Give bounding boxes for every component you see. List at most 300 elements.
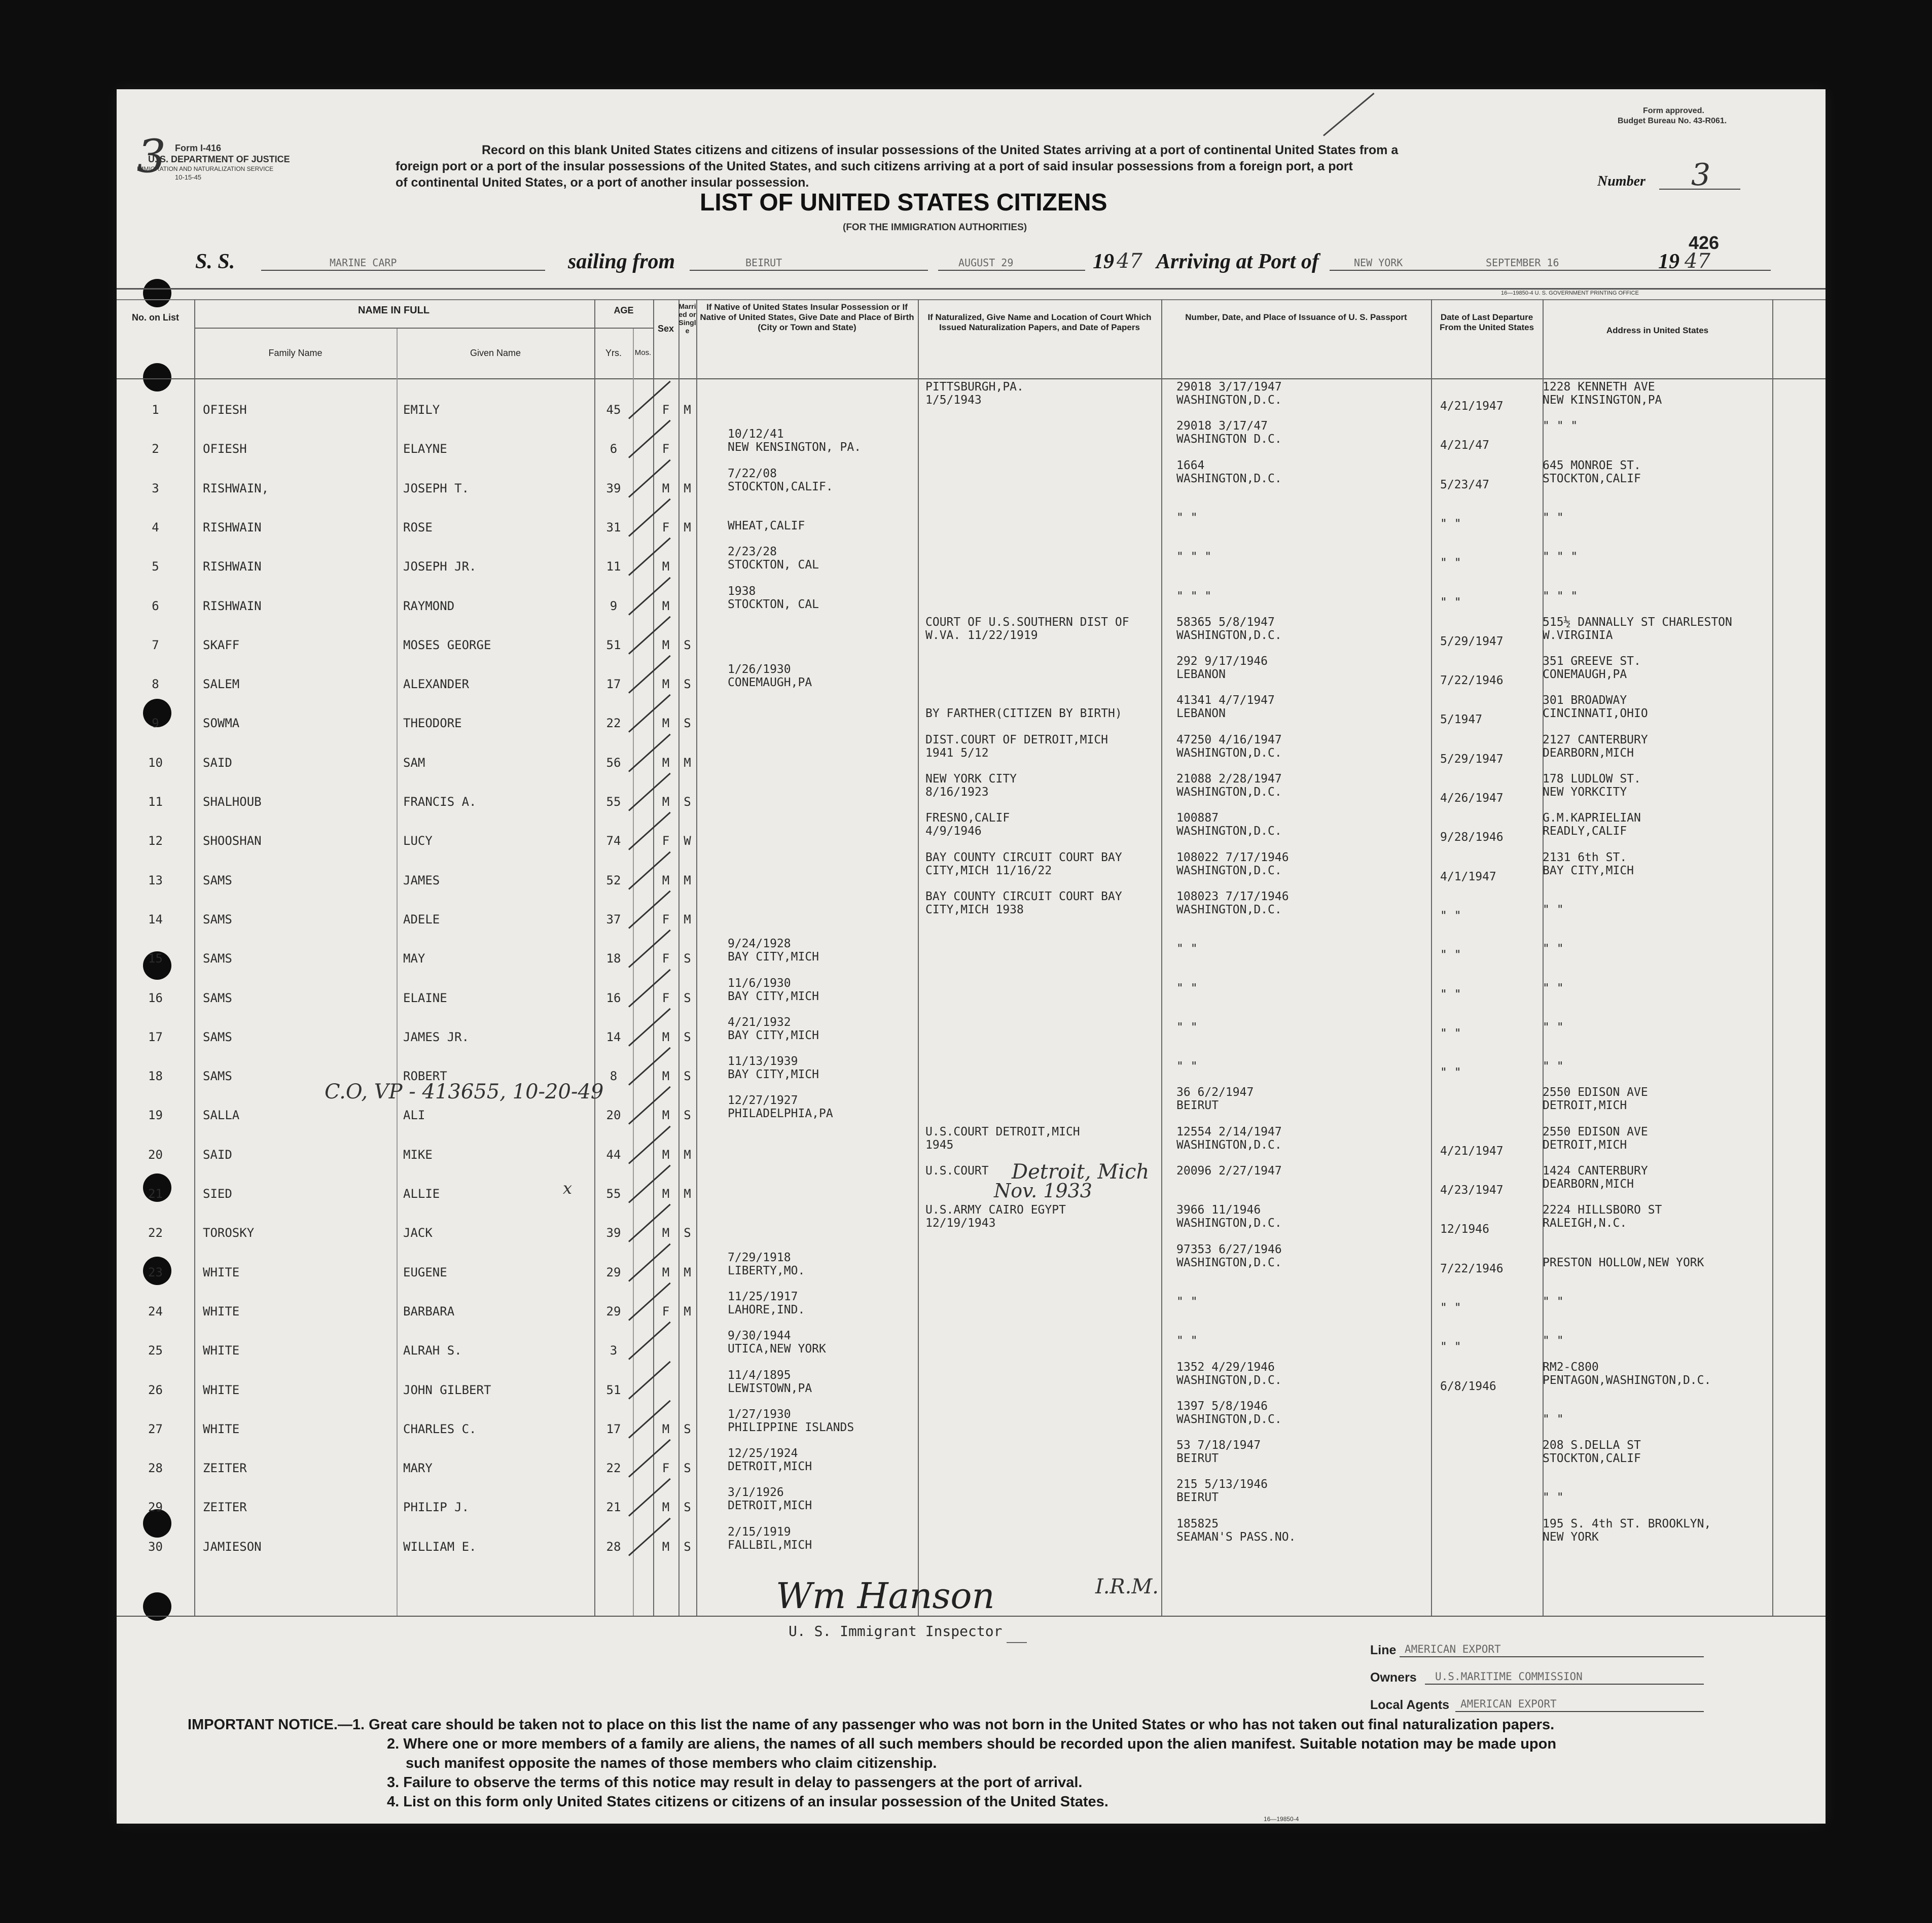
cell-given: ELAYNE bbox=[403, 442, 447, 456]
cell-family: SAMS bbox=[203, 951, 232, 966]
cell-birth2: LEWISTOWN,PA bbox=[728, 1382, 812, 1395]
cell-pp2: WASHINGTON,D.C. bbox=[1176, 786, 1282, 799]
cell-addr1: 178 LUDLOW ST. bbox=[1543, 772, 1641, 786]
cell-given: WILLIAM E. bbox=[403, 1540, 477, 1554]
cell-dep: " " bbox=[1440, 596, 1461, 609]
cell-family: ZEITER bbox=[203, 1461, 247, 1475]
cell-dep: " " bbox=[1440, 1340, 1461, 1354]
col-header-married: Married or Single bbox=[678, 302, 696, 335]
inspector-signature: Wm Hanson bbox=[776, 1575, 995, 1617]
cell-sex: F bbox=[662, 912, 670, 927]
form-title: LIST OF UNITED STATES CITIZENS bbox=[700, 189, 1107, 216]
col-header-family: Family Name bbox=[268, 348, 323, 358]
cell-given: CHARLES C. bbox=[403, 1422, 477, 1436]
cell-no: 16 bbox=[148, 991, 163, 1005]
cell-sex: M bbox=[662, 1226, 670, 1240]
cell-ms: S bbox=[684, 677, 691, 691]
cell-nat2: 1/5/1943 bbox=[925, 394, 982, 407]
cell-pp1: 41341 4/7/1947 bbox=[1176, 694, 1275, 707]
cell-no: 7 bbox=[152, 638, 159, 652]
cell-no: 18 bbox=[148, 1069, 163, 1083]
cell-dep: 6/8/1946 bbox=[1440, 1380, 1496, 1393]
pen-stroke bbox=[1323, 93, 1375, 136]
cell-ms: S bbox=[684, 1108, 691, 1122]
cell-dep: " " bbox=[1440, 1066, 1461, 1079]
cell-pp1: 1664 bbox=[1176, 459, 1205, 472]
cell-no: 10 bbox=[148, 756, 163, 770]
cell-ms: S bbox=[684, 1500, 691, 1514]
cell-dep: 5/23/47 bbox=[1440, 478, 1489, 491]
cell-sex: F bbox=[662, 951, 670, 966]
cell-ms: S bbox=[684, 795, 691, 809]
owners-label: Owners bbox=[1370, 1670, 1417, 1685]
cell-age: 44 bbox=[606, 1148, 621, 1162]
cell-addr2: NEW KINSINGTON,PA bbox=[1543, 394, 1662, 407]
cell-sex: M bbox=[662, 873, 670, 887]
margin-number: 3 bbox=[137, 130, 166, 183]
cell-no: 22 bbox=[148, 1226, 163, 1240]
cell-pp1: 29018 3/17/47 bbox=[1176, 419, 1268, 433]
cell-family: SIED bbox=[203, 1187, 232, 1201]
header-bottom-rule bbox=[117, 378, 1826, 379]
cell-pp2: WASHINGTON,D.C. bbox=[1176, 1256, 1282, 1269]
cell-dep: 9/28/1946 bbox=[1440, 831, 1504, 844]
cell-pp2: BEIRUT bbox=[1176, 1491, 1219, 1504]
cell-birth1: 9/30/1944 bbox=[728, 1329, 791, 1342]
cell-given: JACK bbox=[403, 1226, 433, 1240]
cell-addr2: STOCKTON,CALIF bbox=[1543, 1452, 1641, 1465]
cell-given: MIKE bbox=[403, 1148, 433, 1162]
cell-dep: " " bbox=[1440, 909, 1461, 922]
cell-ms: M bbox=[684, 1148, 691, 1162]
cell-pp2: " " " bbox=[1176, 590, 1212, 603]
cell-birth1: 2/23/28 bbox=[728, 545, 777, 558]
cell-pp2: " " bbox=[1176, 982, 1198, 995]
cell-addr1: 2131 6th ST. bbox=[1543, 851, 1627, 864]
cell-birth1: 10/12/41 bbox=[728, 428, 784, 441]
cell-birth1: 7/22/08 bbox=[728, 467, 777, 480]
agents-underline bbox=[1455, 1711, 1704, 1712]
row21-x-mark: x bbox=[563, 1179, 573, 1198]
cell-sex: M bbox=[662, 599, 670, 613]
cell-nat1: COURT OF U.S.SOUTHERN DIST OF bbox=[925, 616, 1129, 629]
cell-age: 37 bbox=[606, 912, 621, 927]
cell-birth2: CONEMAUGH,PA bbox=[728, 676, 812, 689]
cell-birth2: LAHORE,IND. bbox=[728, 1303, 805, 1316]
punch-hole bbox=[143, 279, 171, 307]
cell-pp2: " " bbox=[1176, 1334, 1198, 1347]
cell-addr1: G.M.KAPRIELIAN bbox=[1543, 811, 1641, 825]
cell-nat2: CITY,MICH 1938 bbox=[925, 903, 1024, 916]
cell-sex: M bbox=[662, 795, 670, 809]
intro-line: of continental United States, or a port of another insular possession. bbox=[396, 175, 809, 190]
cell-pp1: 47250 4/16/1947 bbox=[1176, 733, 1282, 746]
cell-family: OFIESH bbox=[203, 442, 247, 456]
cell-ms: M bbox=[684, 912, 691, 927]
cell-family: WHITE bbox=[203, 1383, 240, 1397]
cell-given: MOSES GEORGE bbox=[403, 638, 491, 652]
cell-addr2: PENTAGON,WASHINGTON,D.C. bbox=[1543, 1374, 1711, 1387]
cell-given: ALLIE bbox=[403, 1187, 440, 1201]
cell-addr2: " " bbox=[1543, 1295, 1564, 1308]
printing-code: 16—19850-4 U. S. GOVERNMENT PRINTING OFFICE bbox=[1501, 290, 1639, 296]
inspector-rank: I.R.M. bbox=[1095, 1575, 1159, 1598]
cell-age: 31 bbox=[606, 520, 621, 535]
cell-birth1: 11/6/1930 bbox=[728, 977, 791, 990]
notice-2a: 2. Where one or more members of a family are aliens, the names of all such members should be recorded upon the alien manifest. Suitable notation may be made upon bbox=[387, 1736, 1557, 1752]
cell-birth1: 9/24/1928 bbox=[728, 937, 791, 950]
notice-2b: such manifest opposite the names of those members who claim citizenship. bbox=[406, 1755, 937, 1771]
cell-age: 9 bbox=[610, 599, 618, 613]
intro-line: foreign port or a port of the insular possessions of the United States, and such citizens arriving at a port of said insular possessions from a foreign port, a port bbox=[396, 159, 1353, 173]
col-header-no: No. on List bbox=[132, 312, 179, 323]
cell-age: 22 bbox=[606, 1461, 621, 1475]
cell-family: SHOOSHAN bbox=[203, 834, 262, 848]
table-top-rule bbox=[117, 288, 1826, 290]
cell-given: SAM bbox=[403, 756, 425, 770]
cell-family: SALLA bbox=[203, 1108, 240, 1122]
cell-sex: M bbox=[662, 1148, 670, 1162]
table-second-rule bbox=[117, 299, 1826, 300]
cell-pp2: WASHINGTON,D.C. bbox=[1176, 903, 1282, 916]
cell-given: ROBERT bbox=[403, 1069, 447, 1083]
cell-pp1: 36 6/2/1947 bbox=[1176, 1086, 1254, 1099]
cell-age: 6 bbox=[610, 442, 618, 456]
cell-pp1: 12554 2/14/1947 bbox=[1176, 1125, 1282, 1138]
cell-addr2: " " " bbox=[1543, 590, 1578, 603]
cell-no: 3 bbox=[152, 481, 159, 495]
cell-dep: 4/21/1947 bbox=[1440, 400, 1504, 413]
from-port: BEIRUT bbox=[745, 257, 782, 269]
cell-nat2: 8/16/1923 bbox=[925, 786, 989, 799]
cell-pp2: " " bbox=[1176, 1295, 1198, 1308]
cell-family: OFIESH bbox=[203, 403, 247, 417]
cell-sex: M bbox=[662, 1500, 670, 1514]
cell-birth1: 4/21/1932 bbox=[728, 1016, 791, 1029]
cell-age: 28 bbox=[606, 1540, 621, 1554]
cell-nat2: CITY,MICH 11/16/22 bbox=[925, 864, 1052, 877]
cell-ms: S bbox=[684, 1226, 691, 1240]
cell-sex: M bbox=[662, 1187, 670, 1201]
cell-dep: 4/26/1947 bbox=[1440, 792, 1504, 805]
notice-4: 4. List on this form only United States citizens or citizens of an insular possession of the United States. bbox=[387, 1794, 1108, 1810]
cell-addr1: 645 MONROE ST. bbox=[1543, 459, 1641, 472]
cell-addr2: NEW YORKCITY bbox=[1543, 786, 1627, 799]
cell-family: SKAFF bbox=[203, 638, 240, 652]
cell-pp2: WASHINGTON,D.C. bbox=[1176, 1217, 1282, 1230]
cell-ms: S bbox=[684, 716, 691, 730]
cell-age: 20 bbox=[606, 1108, 621, 1122]
cell-ms: S bbox=[684, 1540, 691, 1554]
cell-ms: S bbox=[684, 951, 691, 966]
cell-addr1: " " " bbox=[1543, 419, 1578, 433]
cell-birth1: 11/4/1895 bbox=[728, 1369, 791, 1382]
cell-no: 9 bbox=[152, 716, 159, 730]
arriving-label: Arriving at Port of bbox=[1156, 250, 1319, 273]
cell-age: 11 bbox=[606, 559, 621, 574]
arrival-year-prefix: 19 bbox=[1658, 250, 1679, 273]
col-header-departure: Date of Last Departure From the United States bbox=[1439, 312, 1534, 332]
cell-age: 52 bbox=[606, 873, 621, 887]
cell-no: 1 bbox=[152, 403, 159, 417]
cell-age: 74 bbox=[606, 834, 621, 848]
cell-no: 6 bbox=[152, 599, 159, 613]
cell-age: 45 bbox=[606, 403, 621, 417]
cell-no: 29 bbox=[148, 1500, 163, 1514]
cell-dep: 7/22/1946 bbox=[1440, 1262, 1504, 1275]
cell-age: 39 bbox=[606, 1226, 621, 1240]
notice-3: 3. Failure to observe the terms of this notice may result in delay to passengers at the port of arrival. bbox=[387, 1774, 1083, 1791]
cell-addr1: 301 BROADWAY bbox=[1543, 694, 1627, 707]
cell-pp2: WASHINGTON,D.C. bbox=[1176, 1413, 1282, 1426]
cell-given: ROSE bbox=[403, 520, 433, 535]
cell-birth2: BAY CITY,MICH bbox=[728, 990, 819, 1003]
cell-no: 21 bbox=[148, 1187, 163, 1201]
cell-dep: 5/29/1947 bbox=[1440, 753, 1504, 766]
cell-no: 28 bbox=[148, 1461, 163, 1475]
cell-ms: M bbox=[684, 403, 691, 417]
cell-age: 21 bbox=[606, 1500, 621, 1514]
cell-sex: F bbox=[662, 991, 670, 1005]
cell-no: 15 bbox=[148, 951, 163, 966]
cell-ms: M bbox=[684, 481, 691, 495]
cell-pp1: 108022 7/17/1946 bbox=[1176, 851, 1289, 864]
cell-given: JOSEPH JR. bbox=[403, 559, 477, 574]
cell-age: 39 bbox=[606, 481, 621, 495]
cell-family: WHITE bbox=[203, 1343, 240, 1358]
cell-family: WHITE bbox=[203, 1422, 240, 1436]
cell-dep: " " bbox=[1440, 1027, 1461, 1040]
cell-no: 4 bbox=[152, 520, 159, 535]
cell-dep: 4/21/1947 bbox=[1440, 1145, 1504, 1158]
cell-birth1: 1/26/1930 bbox=[728, 663, 791, 676]
cell-dep: " " bbox=[1440, 517, 1461, 530]
cell-family: SAMS bbox=[203, 1030, 232, 1044]
cell-ms: S bbox=[684, 1069, 691, 1083]
cell-addr1: RM2-C800 bbox=[1543, 1361, 1599, 1374]
cell-nat1: BAY COUNTY CIRCUIT COURT BAY bbox=[925, 851, 1122, 864]
cell-given: PHILIP J. bbox=[403, 1500, 470, 1514]
name-subrule bbox=[195, 328, 594, 329]
cell-pp2: BEIRUT bbox=[1176, 1452, 1219, 1465]
cell-birth1: 2/15/1919 bbox=[728, 1525, 791, 1539]
cell-birth1: 12/27/1927 bbox=[728, 1094, 798, 1107]
cell-no: 2 bbox=[152, 442, 159, 456]
col-header-age: AGE bbox=[614, 305, 634, 315]
cell-family: SAMS bbox=[203, 1069, 232, 1083]
age-subrule bbox=[595, 328, 653, 329]
cell-pp1: 215 5/13/1946 bbox=[1176, 1478, 1268, 1491]
cell-no: 17 bbox=[148, 1030, 163, 1044]
cell-addr1: 515½ DANNALLY ST CHARLESTON bbox=[1543, 616, 1732, 629]
cell-birth2: LIBERTY,MO. bbox=[728, 1264, 805, 1277]
cell-pp2: WASHINGTON,D.C. bbox=[1176, 1374, 1282, 1387]
cell-age: 8 bbox=[610, 1069, 618, 1083]
cell-given: ELAINE bbox=[403, 991, 447, 1005]
cell-sex: F bbox=[662, 403, 670, 417]
inspector-title: U. S. Immigrant Inspector bbox=[789, 1623, 1003, 1640]
cell-pp2: WASHINGTON,D.C. bbox=[1176, 472, 1282, 485]
row19-handwritten-note: C.O, VP - 413655, 10-20-49 bbox=[325, 1080, 604, 1103]
cell-sex: M bbox=[662, 1540, 670, 1554]
cell-no: 13 bbox=[148, 873, 163, 887]
cell-addr1: 2224 HILLSBORO ST bbox=[1543, 1203, 1662, 1217]
col-header-address: Address in United States bbox=[1606, 326, 1709, 335]
cell-birth2: STOCKTON,CALIF. bbox=[728, 480, 833, 493]
cell-pp2: LEBANON bbox=[1176, 668, 1226, 681]
cell-birth2: FALLBIL,MICH bbox=[728, 1539, 812, 1552]
important-notice bbox=[188, 1715, 1810, 1811]
cell-addr2: " " bbox=[1543, 1334, 1564, 1347]
cell-age: 3 bbox=[610, 1343, 618, 1358]
cell-age: 51 bbox=[606, 638, 621, 652]
cell-given: JAMES bbox=[403, 873, 440, 887]
cell-birth2: BAY CITY,MICH bbox=[728, 950, 819, 964]
depart-month-day: AUGUST 29 bbox=[958, 257, 1014, 269]
cell-no: 14 bbox=[148, 912, 163, 927]
cell-given: ALI bbox=[403, 1108, 425, 1122]
cell-pp1: 1397 5/8/1946 bbox=[1176, 1400, 1268, 1413]
depart-year-suffix: 47 bbox=[1117, 250, 1142, 273]
cell-family: ZEITER bbox=[203, 1500, 247, 1514]
cell-pp2: WASHINGTON,D.C. bbox=[1176, 864, 1282, 877]
line-value: AMERICAN EXPORT bbox=[1405, 1643, 1501, 1655]
cell-family: SALEM bbox=[203, 677, 240, 691]
cell-birth2: BAY CITY,MICH bbox=[728, 1068, 819, 1081]
cell-addr1: 195 S. 4th ST. BROOKLYN, bbox=[1543, 1517, 1711, 1530]
cell-given: JOHN GILBERT bbox=[403, 1383, 491, 1397]
cell-birth2: NEW KENSINGTON, PA. bbox=[728, 441, 862, 454]
cell-addr2: " " bbox=[1543, 1060, 1564, 1073]
cell-addr1: 2550 EDISON AVE bbox=[1543, 1125, 1648, 1138]
cell-given: ALEXANDER bbox=[403, 677, 470, 691]
cell-addr1: 1228 KENNETH AVE bbox=[1543, 380, 1655, 394]
cell-birth1: 1/27/1930 bbox=[728, 1408, 791, 1421]
cell-dep: 7/22/1946 bbox=[1440, 674, 1504, 687]
cell-ms: S bbox=[684, 1461, 691, 1475]
cell-birth2: STOCKTON, CAL bbox=[728, 598, 819, 611]
form-date-code: 10-15-45 bbox=[175, 173, 202, 181]
cell-birth1: 3/1/1926 bbox=[728, 1486, 784, 1499]
cell-sex: M bbox=[662, 716, 670, 730]
cell-birth2: WHEAT,CALIF bbox=[728, 519, 805, 532]
cell-no: 20 bbox=[148, 1148, 163, 1162]
cell-given: BARBARA bbox=[403, 1304, 455, 1319]
cell-sex: M bbox=[662, 1030, 670, 1044]
cell-no: 30 bbox=[148, 1540, 163, 1554]
cell-no: 23 bbox=[148, 1265, 163, 1279]
cell-pp2: BEIRUT bbox=[1176, 1099, 1219, 1112]
cell-pp1: 97353 6/27/1946 bbox=[1176, 1243, 1282, 1256]
cell-ms: M bbox=[684, 520, 691, 535]
cell-sex: F bbox=[662, 1461, 670, 1475]
cell-pp2: " " bbox=[1176, 942, 1198, 955]
cell-pp2: " " bbox=[1176, 1060, 1198, 1073]
row21-handwritten-date: Nov. 1933 bbox=[994, 1180, 1092, 1202]
cell-sex: F bbox=[662, 442, 670, 456]
col-header-native: If Native of United States Insular Possession or If Native of United States, Give Date and Place of Birth (City or Town and State) bbox=[700, 302, 914, 332]
cell-sex: F bbox=[662, 1304, 670, 1319]
from-port-underline bbox=[690, 270, 928, 271]
cell-ms: M bbox=[684, 1265, 691, 1279]
cell-addr1: 208 S.DELLA ST bbox=[1543, 1439, 1641, 1452]
cell-no: 19 bbox=[148, 1108, 163, 1122]
cell-no: 5 bbox=[152, 559, 159, 574]
arrival-month-day: SEPTEMBER 16 bbox=[1486, 257, 1559, 269]
cell-dep: " " bbox=[1440, 1301, 1461, 1314]
cell-nat1: U.S.COURT bbox=[925, 1164, 989, 1178]
cell-birth2: PHILADELPHIA,PA bbox=[728, 1107, 833, 1120]
cell-given: ADELE bbox=[403, 912, 440, 927]
cell-pp2: WASHINGTON D.C. bbox=[1176, 433, 1282, 446]
notice-1: —1. Great care should be taken not to place on this list the name of any passenger who was not born in the United States or who has not taken out final naturalization papers. bbox=[337, 1717, 1555, 1733]
approval-line-1: Form approved. bbox=[1643, 106, 1704, 115]
cell-birth1: 11/13/1939 bbox=[728, 1055, 798, 1068]
cell-addr2: " " bbox=[1543, 903, 1564, 916]
cell-ms: S bbox=[684, 638, 691, 652]
cell-pp1: 58365 5/8/1947 bbox=[1176, 616, 1275, 629]
cell-sex: F bbox=[662, 834, 670, 848]
cell-addr2: " " bbox=[1543, 1491, 1564, 1504]
cell-ms: S bbox=[684, 1030, 691, 1044]
cell-pp1: 53 7/18/1947 bbox=[1176, 1439, 1261, 1452]
cell-sex: M bbox=[662, 677, 670, 691]
cell-birth2: UTICA,NEW YORK bbox=[728, 1342, 826, 1356]
cell-addr2: DEARBORN,MICH bbox=[1543, 746, 1634, 760]
cell-family: JAMIESON bbox=[203, 1540, 262, 1554]
cell-pp1: 1352 4/29/1946 bbox=[1176, 1361, 1275, 1374]
cell-age: 17 bbox=[606, 1422, 621, 1436]
cell-addr2: READLY,CALIF bbox=[1543, 825, 1627, 838]
cell-nat2: 12/19/1943 bbox=[925, 1217, 996, 1230]
cell-nat2: BY FARTHER(CITIZEN BY BIRTH) bbox=[925, 707, 1122, 720]
cell-given: THEODORE bbox=[403, 716, 462, 730]
cell-dep: 5/29/1947 bbox=[1440, 635, 1504, 648]
cell-nat1: U.S.ARMY CAIRO EGYPT bbox=[925, 1203, 1066, 1217]
approval-line-2: Budget Bureau No. 43-R061. bbox=[1618, 117, 1727, 125]
cell-age: 29 bbox=[606, 1304, 621, 1319]
cell-nat1: FRESNO,CALIF bbox=[925, 811, 1010, 825]
cell-addr2: " " bbox=[1543, 511, 1564, 524]
cell-sex: M bbox=[662, 1422, 670, 1436]
cell-given: FRANCIS A. bbox=[403, 795, 477, 809]
cell-birth2: PHILIPPINE ISLANDS bbox=[728, 1421, 854, 1434]
col-header-passport: Number, Date, and Place of Issuance of U. S. Passport bbox=[1185, 312, 1407, 322]
cell-age: 29 bbox=[606, 1265, 621, 1279]
cell-no: 24 bbox=[148, 1304, 163, 1319]
signature-mark bbox=[1007, 1642, 1027, 1643]
cell-birth1: 12/25/1924 bbox=[728, 1447, 798, 1460]
cell-nat1: NEW YORK CITY bbox=[925, 772, 1017, 786]
cell-given: EUGENE bbox=[403, 1265, 447, 1279]
cell-birth2: STOCKTON, CAL bbox=[728, 558, 819, 572]
footer-code: 16—19850-4 bbox=[1264, 1815, 1299, 1823]
cell-given: RAYMOND bbox=[403, 599, 455, 613]
cell-ms: W bbox=[684, 834, 691, 848]
agents-value: AMERICAN EXPORT bbox=[1460, 1698, 1557, 1710]
cell-pp2: " " " bbox=[1176, 550, 1212, 563]
cell-dep: " " bbox=[1440, 556, 1461, 569]
ss-label: S. S. bbox=[195, 250, 235, 273]
cell-nat2: 1941 5/12 bbox=[925, 746, 989, 760]
owners-underline bbox=[1425, 1684, 1704, 1685]
cell-family: SHALHOUB bbox=[203, 795, 262, 809]
department: U. S. DEPARTMENT OF JUSTICE bbox=[148, 154, 290, 164]
cell-pp2: " " bbox=[1176, 1021, 1198, 1034]
cell-birth2: DETROIT,MICH bbox=[728, 1499, 812, 1512]
cell-addr2: " " " bbox=[1543, 550, 1578, 563]
cell-birth2: BAY CITY,MICH bbox=[728, 1029, 819, 1042]
